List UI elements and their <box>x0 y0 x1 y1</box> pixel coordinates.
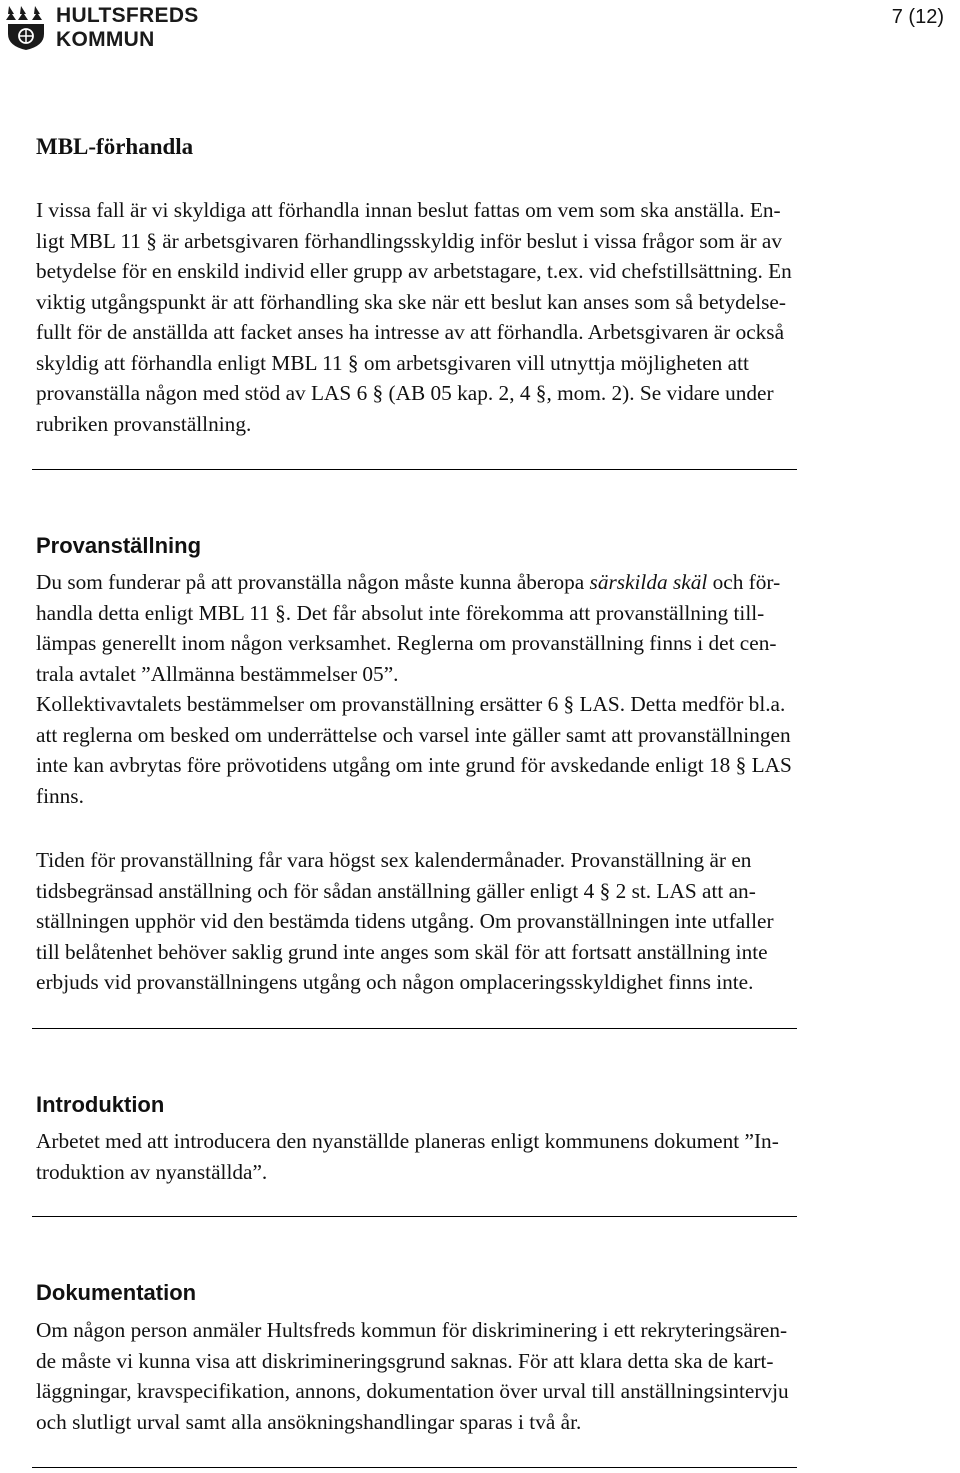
section-divider <box>32 1216 797 1217</box>
text-line: till belåtenhet behöver saklig grund inte anges som skäl för att fortsatt anställning inte <box>36 939 768 964</box>
paragraph-introduktion <box>36 1126 779 1187</box>
text-line: trala avtalet ”Allmänna bestämmelser 05”. <box>36 661 399 686</box>
page-number: 7 (12) <box>891 6 944 28</box>
text-line: finns. <box>36 783 84 808</box>
text-line: tidsbegränsad anställning och för sådan anställning gäller enligt 4 § 2 st. LAS att an- <box>36 878 756 903</box>
organization-name: HULTSFREDS KOMMUN <box>56 4 199 51</box>
section-heading-introduktion: Introduktion <box>36 1092 165 1117</box>
text-line: Kollektivavtalets bestämmelser om provanställning ersätter 6 § LAS. Detta medför bl.a. <box>36 692 786 716</box>
text-line: viktig utgångspunkt är att förhandling ska ske när ett beslut kan anses som så betydelse- <box>36 289 786 314</box>
text-line: Du som funderar på att provanställa någon måste kunna åberopa särskilda skäl och för- <box>36 570 781 594</box>
text-line: skyldig att förhandla enligt MBL 11 § om arbetsgivaren vill utnyttja möjligheten att <box>36 350 749 375</box>
text-line: de måste vi kunna visa att diskrimineringsgrund saknas. För att klara detta ska de kart- <box>36 1348 774 1373</box>
text-line: rubriken provanställning. <box>36 411 252 436</box>
emphasis-text: särskilda skäl <box>589 570 708 594</box>
section-heading-mbl: MBL-förhandla <box>36 134 194 159</box>
section-divider <box>32 1028 797 1029</box>
text-line: lämpas generellt inom någon verksamhet. Reglerna om provanställning finns i det cen- <box>36 631 777 655</box>
text-line: I vissa fall är vi skyldiga att förhandla innan beslut fattas om vem som ska anställa. En- <box>36 198 781 222</box>
text-line: Om någon person anmäler Hultsfreds kommun för diskriminering i ett rekryteringsären- <box>36 1318 788 1342</box>
text-line: ligt MBL 11 § är arbetsgivaren förhandlingsskyldig inför beslut i vissa frågor som är av <box>36 228 783 253</box>
section-divider <box>32 469 797 470</box>
paragraph-provanstallning <box>36 567 792 811</box>
section-heading-provanstallning: Provanställning <box>36 533 202 558</box>
text-line: troduktion av nyanställda”. <box>36 1159 268 1184</box>
text-line: handla detta enligt MBL 11 §. Det får absolut inte förekomma att provanställning till- <box>36 600 765 625</box>
text-line: provanställa någon med stöd av LAS 6 § (AB 05 kap. 2, 4 §, mom. 2). Se vidare under <box>36 381 774 405</box>
text-line: betydelse för en enskild individ eller grupp av arbetstagare, t.ex. vid chefstillsättning. En <box>36 259 792 283</box>
paragraph-provanstallning-tid <box>36 845 774 998</box>
text-line: ställningen upphör vid den bestämda tidens utgång. Om provanställningen inte utfaller <box>36 909 774 933</box>
text-line: inte kan avbrytas före prövotidens utgång om inte grund för avskedande enligt 18 § LAS <box>36 753 792 777</box>
paragraph-mbl <box>36 195 792 439</box>
section-heading-dokumentation: Dokumentation <box>36 1280 197 1305</box>
text-line: Tiden för provanställning får vara högst sex kalendermånader. Provanställning är en <box>36 848 752 872</box>
text-line: Arbetet med att introducera den nyanställde planeras enligt kommunens dokument ”In- <box>36 1129 779 1153</box>
text-line: läggningar, kravspecifikation, annons, dokumentation över urval till anställningsintervju <box>36 1379 789 1403</box>
coat-of-arms-icon <box>6 4 50 50</box>
text-line: erbjuds vid provanställningens utgång och någon omplaceringsskyldighet finns inte. <box>36 970 754 994</box>
paragraph-dokumentation <box>36 1315 789 1437</box>
text-line: fullt för de anställda att facket anses ha intresse av att förhandla. Arbetsgivaren är också <box>36 320 785 344</box>
municipality-logo <box>6 4 206 52</box>
text-line: och slutligt urval samt alla ansökningshandlingar sparas i två år. <box>36 1409 582 1434</box>
text-line: att reglerna om besked om underrättelse och varsel inte gäller samt att provanställningen <box>36 722 791 747</box>
section-divider <box>32 1467 797 1468</box>
